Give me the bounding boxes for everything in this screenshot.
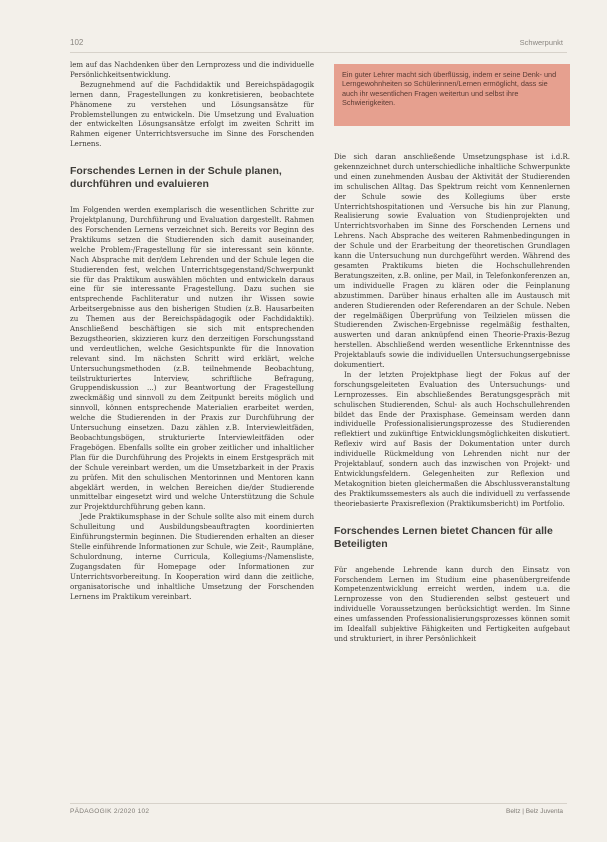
journal-footer: PÄDAGOGIK 2/2020 102: [70, 808, 150, 815]
left-column: [70, 60, 314, 601]
paragraph: Für angehende Lehrende kann durch den Einsatz von Forschendem Lernen im Studium eine phasenübergreifende Kompetenzentwicklung erreicht werden, indem u.a. die Lernprozesse von den Studierenden selbst gesteuert und individuelle Voraussetzungen berücksichtigt werden. Im Sinne eines umfassenden Professionalisierungsprozesses können somit im Idealfall subjektive Fähigkeiten und Fertigkeiten aufgebaut und strukturiert, in ihrer Persönlichkeit: [334, 564, 570, 643]
section-label: Schwerpunkt: [519, 38, 563, 47]
paragraph: Die sich daran anschließende Umsetzungsphase ist i.d.R. gekennzeichnet durch unterschiedliche inhaltliche Schwerpunkte und einen zunehmenden Ausbau der Aktivität der Studierenden im schulischen Alltag. Das Spektrum reicht vom Kennenlernen der Schule sowie des Kollegiums über erste Unterrichtshospitationen und -Versuche bis hin zur Planung, Realisierung sowie Evaluation von Studienprojekten und Unterrichtsvorhaben im Sinne des Forschenden Lernens und Lehrens. Nach Absprache des weiteren Rahmenbedingungen in der Schule und der Erarbeitung der theoretischen Grundlagen kann die Untersuchung nun durchgeführt werden. Während des gesamten Praktikums bieten die Hochschullehrenden Beratungszeiten, z.B. online, per Mail, in Telefonkonferenzen an, um individuelle Fragen zu klären oder die Feinplanung abzustimmen. Darüber hinaus erhalten alle im Austausch mit anderen Studierenden oder Referendaren an der Schule. Neben der regelmäßigen Überprüfung von Teilzielen müssen die Studierenden Zwischen-Ergebnisse regelmäßig festhalten, auswerten und daran anknüpfend einen Theorie-Praxis-Bezug herstellen. Abschließend werden wesentliche Erkenntnisse des Projektablaufs sowie die individuellen Untersuchungsergebnisse dokumentiert.: [334, 152, 570, 370]
callout-text: Ein guter Lehrer macht sich überflüssig, indem er seine Denk- und Lerngewohnheiten so Schülerinnen/Lernen ermöglicht, dass sie auch ihr wesentlichen Fragen weitertun und selbst ihre Schwierigkeiten.: [342, 70, 557, 108]
paragraph: lem auf das Nachdenken über den Lernprozess und die individuelle Persönlichkeitsentwicklung.: [70, 60, 314, 79]
section-heading: Forschendes Lernen bietet Chancen für alle Beteiligten: [334, 524, 553, 550]
quote-callout: [334, 64, 570, 126]
paragraph: Im Folgenden werden exemplarisch die wesentlichen Schritte zur Projektplanung, Durchführung und Evaluation dargestellt. Rahmen des Forschenden Lernens verzeichnet sich. Bereits vor Beginn des Praktikums setzen die Studierenden sich damit auseinander, welche Problem-/Fragestellung für sie interessant sein könnte. Nach Absprache mit der/dem Lehrenden und der Schule legen die Studierenden fest, welchen Unterrichtsgegenstand/Schwerpunkt sie für das Praktikum auswählen möchten und entwickeln daraus eine für sie interessante Fragestellung. Dazu suchen sie entsprechende Fachliteratur und nutzen ihr Wissen sowie Arbeitsergebnisse aus den bisherigen Studien (z.B. Hausarbeiten zu Themen aus der Bereichspädagogik oder Fachdidaktik). Anschließend beschäftigen sie sich mit entsprechenden Bezugstheorien, skizzieren kurz den derzeitigen Forschungsstand und verdeutlichen, welche Gesichtspunkte für die Innovation relevant sind. Im nächsten Schritt wird erklärt, welche Untersuchungsmethoden (z.B. teilnehmende Beobachtung, teilstrukturiertes Interview, schriftliche Befragung, Gruppendiskussion ...) zur Beantwortung der Fragestellung zweckmäßig und sinnvoll zu dem Zeitpunkt bereits möglich und sinnvoll, können entsprechende Materialien erarbeitet werden, welche die Studierenden in der Praxis zur Durchführung der Untersuchung einsetzen. Dazu zählen z.B. Interviewleitfäden, Beobachtungsbögen, strukturierte Interviewleitfäden oder Fragebögen. Ebenfalls sollte ein grober zeitlicher und inhaltlicher Plan für die Durchführung des Projekts in einem Erstgespräch mit der Schule vereinbart werden, um die Umsetzbarkeit in der Praxis zu prüfen. Mit den schulischen Mentorinnen und Mentoren kann abgeklärt werden, in welchen Bereichen die/der Studierende unmittelbar eingesetzt wird und welche Unterstützung die Schule zur Projektdurchführung geben kann.: [70, 205, 314, 512]
publisher-footer: Beltz | Belz Juventa: [506, 808, 563, 815]
paragraph: Bezugnehmend auf die Fachdidaktik und Bereichspädagogik lernen dann, Fragestellungen zu konkretisieren, beobachtete Phänomene zu verstehen und Lösungsansätze für Problemstellungen zu entwickeln. Die Umsetzung und Evaluation der entwickelten Lösungsansätze erfolgt im zweiten Schritt im Rahmen eigener Unterrichtsversuche im Sinne des Forschenden Lernens.: [70, 79, 314, 149]
header-divider: [70, 52, 567, 53]
paragraph: In der letzten Projektphase liegt der Fokus auf der forschungsgeleiteten Evaluation des Untersuchungs- und Lernprozesses. Ein abschließendes Beratungsgespräch mit schulischen Studierenden, Schul- als auch Hochschullehrenden bildet das Ende der Praxisphase. Gemeinsam werden dann individuelle Professionalisierungsprozesse des Studierenden reflektiert und zukünftige Entwicklungsmöglichkeiten diskutiert. Reflexiv wird auf Basis der Dokumentation unter durch individuelle Rückmeldung von Lehrenden nicht nur der Projektablauf, sondern auch das inzwischen von Projekt- und Entwicklungsfeldern. Gelegenheiten zur Reflexion und Metakognition bieten gleichermaßen die Abschlussveranstaltung des Praktikumssemesters als auch die individuell zu verfassende theoriebasierte Praxisreflexion (Praktikumsbericht) im Portfolio.: [334, 369, 570, 508]
paragraph: Jede Praktikumsphase in der Schule sollte also mit einem durch Schulleitung und Ausbildungsbeauftragten koordinierten Einführungstermin beginnen. Die Studierenden erhalten an dieser Stelle einführende Informationen zur Schule, wie Zeit-, Raumpläne, Schulordnung, interne Curricula, Kollegiums-/Namensliste, Zugangsdaten für Homepage oder Informationen zur Unterrichtsvorbereitung. In Kooperation wird dann die zeitliche, organisatorische und inhaltliche Umsetzung der Forschenden Lernens im Praktikum vereinbart.: [70, 512, 314, 601]
section-heading: Forschendes Lernen in der Schule planen, durchführen und evaluieren: [70, 165, 282, 191]
footer-divider: [70, 803, 567, 804]
right-column: [334, 152, 570, 644]
page-number: 102: [70, 38, 84, 47]
